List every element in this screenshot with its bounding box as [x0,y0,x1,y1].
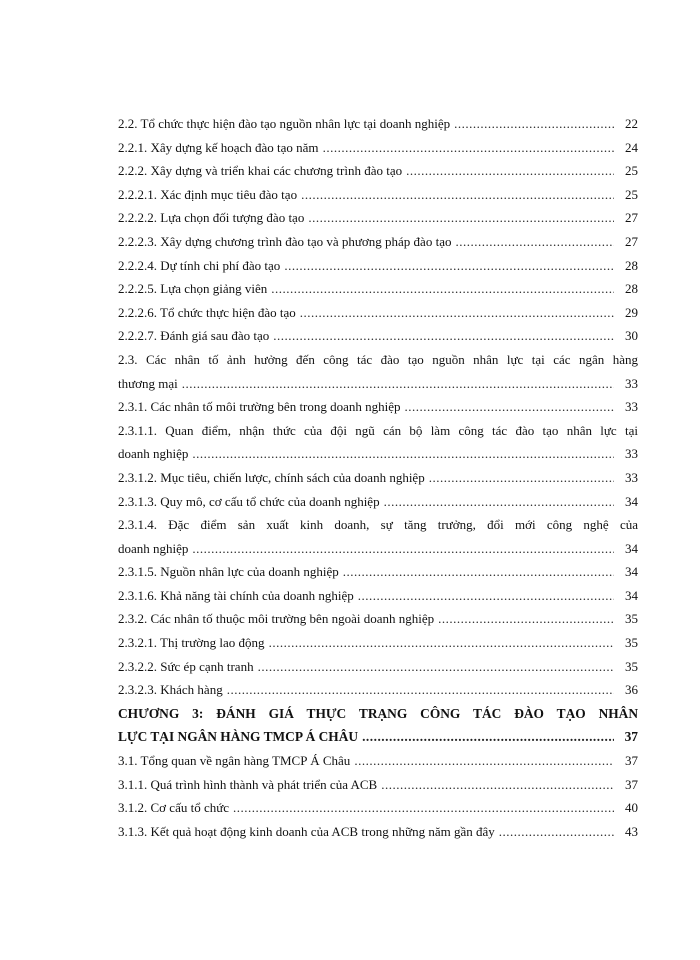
toc-entry-title: 2.2. Tổ chức thực hiện đào tạo nguồn nhân lực tại doanh nghiệp [118,116,451,131]
toc-entry-title: 3.1. Tổng quan về ngân hàng TMCP Á Châu [118,753,351,769]
toc-entry-title: 2.2.2.2. Lựa chọn đối tượng đào tạo [118,210,305,226]
toc-page-number: 35 [625,635,638,651]
toc-page-number: 40 [625,800,638,816]
dot-leader [384,490,614,514]
dot-leader [455,230,614,254]
toc-page-number: 43 [625,823,638,839]
toc-entry-title: 2.3.2.1. Thị trường lao động [118,635,265,651]
toc-page-number: 27 [625,233,638,249]
toc-entry[interactable] [118,159,638,183]
toc-entry[interactable] [118,678,638,702]
toc-entry[interactable] [118,395,638,419]
toc-entry-title-line: 2.3.1.1. Quan điểm, nhận thức của đội ngũ cán bộ làm công tác đào tạo nhân lực tại [118,422,638,438]
toc-page-number: 30 [625,328,638,344]
dot-leader [233,796,614,820]
toc-page-number: 36 [625,682,638,698]
toc-entry[interactable] [118,490,638,514]
toc-page-number: 25 [625,186,638,202]
toc-entry[interactable] [118,820,638,844]
toc-entry-title: 2.3.2.3. Khách hàng [118,682,223,698]
toc-page-number: 33 [625,446,638,462]
toc-entry[interactable] [118,513,638,560]
dot-leader [182,372,614,396]
toc-entry[interactable] [118,348,638,395]
dot-leader [405,395,614,419]
toc-entry-title: doanh nghiệp [118,446,189,462]
toc-page-number: 29 [625,304,638,320]
toc-entry-title: 3.1.1. Quá trình hình thành và phát triển của ACB [118,776,378,792]
toc-entry-title: 2.3.2. Các nhân tố thuộc môi trường bên ngoài doanh nghiệp [118,611,435,627]
toc-page-number: 34 [625,493,638,509]
toc-entry-title: 2.2.1. Xây dựng kế hoạch đào tạo năm [118,139,319,155]
toc-entry-title-line: 2.3. Các nhân tố ảnh hưởng đến công tác đào tạo nguồn nhân lực tại các ngân hàng [118,351,638,367]
toc-entry-title: 2.3.2.2. Sức ép cạnh tranh [118,658,254,674]
toc-entry[interactable] [118,773,638,797]
toc-entry[interactable] [118,607,638,631]
dot-leader [343,560,614,584]
table-of-contents [118,112,638,843]
toc-page-number: 37 [625,776,638,792]
toc-entry[interactable] [118,324,638,348]
toc-page-number: 24 [625,139,638,155]
dot-leader [406,159,614,183]
toc-entry-title: 2.3.1.6. Khả năng tài chính của doanh nghiệp [118,587,354,603]
toc-entry-title: 2.2.2.3. Xây dựng chương trình đào tạo và phương pháp đào tạo [118,233,452,249]
toc-page-number: 27 [625,210,638,226]
toc-entry-title: 2.2.2.5. Lựa chọn giảng viên [118,281,268,297]
toc-page-number: 28 [625,257,638,273]
dot-leader [429,466,614,490]
toc-entry-title: 2.3.1.2. Mục tiêu, chiến lược, chính sách của doanh nghiệp [118,469,425,485]
toc-page-number: 37 [624,729,638,745]
toc-entry-title: 2.2.2.6. Tổ chức thực hiện đào tạo [118,304,296,320]
toc-entry-title: LỰC TẠI NGÂN HÀNG TMCP Á CHÂU [118,729,359,745]
dot-leader [454,112,614,136]
dot-leader [362,725,614,749]
toc-entry-continuation [118,372,638,396]
dot-leader [192,537,614,561]
toc-entry[interactable] [118,183,638,207]
toc-entry-title: 2.2.2.4. Dự tính chi phí đào tạo [118,257,281,273]
toc-page-number: 25 [625,163,638,179]
dot-leader [300,301,614,325]
dot-leader [271,277,614,301]
dot-leader [258,655,614,679]
dot-leader [323,136,614,160]
toc-entry-title: thương mại [118,375,178,391]
toc-entry[interactable] [118,301,638,325]
toc-entry[interactable] [118,277,638,301]
toc-page-number: 37 [625,753,638,769]
toc-entry-title: 2.2.2.1. Xác định mục tiêu đào tạo [118,186,298,202]
toc-entry[interactable] [118,206,638,230]
dot-leader [273,324,614,348]
toc-page-number: 34 [625,587,638,603]
toc-entry[interactable] [118,584,638,608]
dot-leader [269,631,614,655]
dot-leader [284,254,614,278]
toc-entry[interactable] [118,419,638,466]
toc-entry-title: doanh nghiệp [118,540,189,556]
toc-entry[interactable] [118,112,638,136]
toc-page-number: 35 [625,658,638,674]
toc-page-number: 28 [625,281,638,297]
toc-entry-title-line: 2.3.1.4. Đặc điểm sản xuất kinh doanh, sự tăng trưởng, đổi mới công nghệ của [118,517,638,533]
toc-entry-continuation [118,725,638,749]
toc-entry-continuation [118,442,638,466]
dot-leader [499,820,614,844]
toc-entry[interactable] [118,254,638,278]
dot-leader [301,183,614,207]
toc-page-number: 35 [625,611,638,627]
toc-entry-title: 2.3.1. Các nhân tố môi trường bên trong doanh nghiệp [118,399,401,415]
toc-entry[interactable] [118,136,638,160]
toc-entry[interactable] [118,560,638,584]
toc-entry-title: 3.1.2. Cơ cấu tổ chức [118,800,230,816]
toc-entry[interactable] [118,655,638,679]
toc-entry[interactable] [118,230,638,254]
toc-page-number: 33 [625,469,638,485]
toc-chapter-entry[interactable] [118,702,638,749]
dot-leader [438,607,614,631]
toc-entry[interactable] [118,631,638,655]
dot-leader [358,584,614,608]
toc-entry-title: 2.2.2.7. Đánh giá sau đào tạo [118,328,270,344]
toc-entry[interactable] [118,796,638,820]
toc-page-number: 33 [625,375,638,391]
toc-entry[interactable] [118,466,638,490]
dot-leader [381,773,614,797]
toc-entry-continuation [118,537,638,561]
toc-page-number: 22 [625,116,638,131]
dot-leader [227,678,614,702]
toc-page-number: 33 [625,399,638,415]
toc-page-number: 34 [625,564,638,580]
toc-entry-title: 2.2.2. Xây dựng và triển khai các chương trình đào tạo [118,163,403,179]
toc-entry-title: 2.3.1.5. Nguồn nhân lực của doanh nghiệp [118,564,339,580]
dot-leader [308,206,614,230]
toc-entry-title: 3.1.3. Kết quả hoạt động kinh doanh của ACB trong những năm gần đây [118,823,495,839]
toc-entry-title: 2.3.1.3. Quy mô, cơ cấu tổ chức của doanh nghiệp [118,493,380,509]
toc-page-number: 34 [625,540,638,556]
toc-entry[interactable] [118,749,638,773]
dot-leader [354,749,614,773]
dot-leader [192,442,614,466]
toc-entry-title-line: CHƯƠNG 3: ĐÁNH GIÁ THỰC TRẠNG CÔNG TÁC ĐÀO TẠO NHÂN [118,705,638,721]
